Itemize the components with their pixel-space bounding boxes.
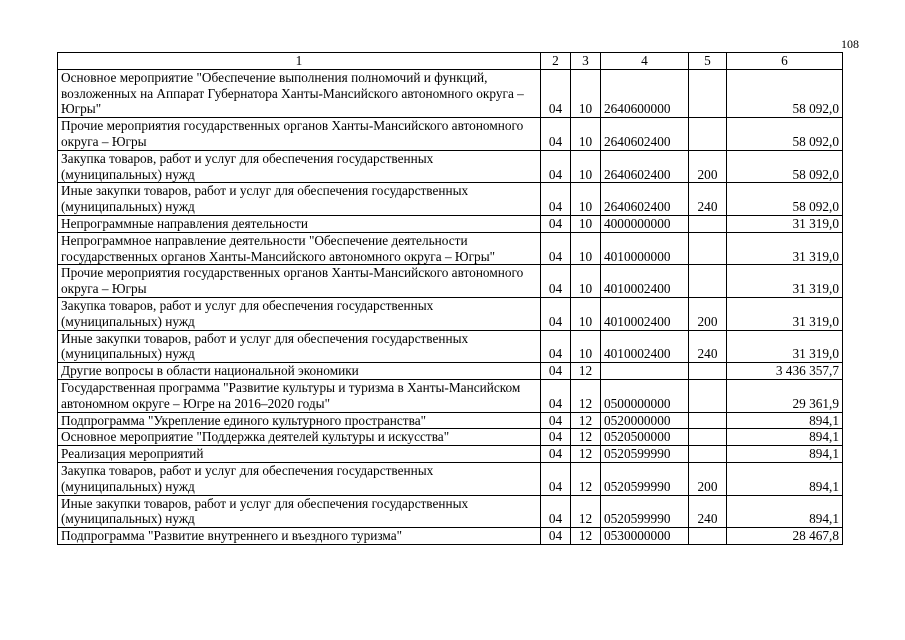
row-subsection-cell: 10 (571, 330, 601, 363)
row-subsection-cell: 12 (571, 495, 601, 528)
header-col-2: 2 (541, 53, 571, 70)
row-name-cell: Закупка товаров, работ и услуг для обеспечения государственных (муниципальных) нужд (58, 297, 541, 330)
row-subsection-cell: 10 (571, 69, 601, 117)
row-name-cell: Основное мероприятие "Обеспечение выполнения полномочий и функций, возложенных на Аппарат Губернатора Ханты-Мансийского автономного округа – Югры" (58, 69, 541, 117)
row-subsection-cell: 12 (571, 462, 601, 495)
row-target-article-cell: 4010002400 (601, 330, 689, 363)
row-section-cell: 04 (541, 330, 571, 363)
row-subsection-cell: 10 (571, 232, 601, 265)
row-name-cell: Закупка товаров, работ и услуг для обеспечения государственных (муниципальных) нужд (58, 150, 541, 183)
row-amount-cell: 29 361,9 (727, 379, 843, 412)
row-expense-type-cell (689, 265, 727, 298)
row-section-cell: 04 (541, 363, 571, 380)
row-subsection-cell: 10 (571, 150, 601, 183)
table-row (58, 446, 843, 463)
row-subsection-cell: 12 (571, 412, 601, 429)
row-expense-type-cell: 240 (689, 330, 727, 363)
row-amount-cell: 58 092,0 (727, 183, 843, 216)
header-col-4: 4 (601, 53, 689, 70)
row-name-cell: Иные закупки товаров, работ и услуг для обеспечения государственных (муниципальных) нужд (58, 495, 541, 528)
row-section-cell: 04 (541, 379, 571, 412)
header-col-6: 6 (727, 53, 843, 70)
table-row (58, 183, 843, 216)
row-expense-type-cell (689, 232, 727, 265)
row-amount-cell: 31 319,0 (727, 215, 843, 232)
row-section-cell: 04 (541, 495, 571, 528)
table-row (58, 297, 843, 330)
row-subsection-cell: 10 (571, 265, 601, 298)
row-name-cell: Реализация мероприятий (58, 446, 541, 463)
row-name-cell: Основное мероприятие "Поддержка деятелей культуры и искусства" (58, 429, 541, 446)
row-amount-cell: 894,1 (727, 412, 843, 429)
row-expense-type-cell (689, 528, 727, 545)
header-col-1: 1 (58, 53, 541, 70)
table-row (58, 528, 843, 545)
row-name-cell: Непрограммные направления деятельности (58, 215, 541, 232)
table-row (58, 69, 843, 117)
row-target-article-cell (601, 363, 689, 380)
row-name-cell: Закупка товаров, работ и услуг для обеспечения государственных (муниципальных) нужд (58, 462, 541, 495)
row-expense-type-cell: 200 (689, 150, 727, 183)
row-section-cell: 04 (541, 215, 571, 232)
row-expense-type-cell (689, 429, 727, 446)
table-row (58, 429, 843, 446)
table-body (58, 69, 843, 544)
row-expense-type-cell (689, 118, 727, 151)
row-section-cell: 04 (541, 69, 571, 117)
table-row (58, 215, 843, 232)
row-section-cell: 04 (541, 118, 571, 151)
row-name-cell: Государственная программа "Развитие культуры и туризма в Ханты-Мансийском автономном округе – Югре на 2016–2020 годы" (58, 379, 541, 412)
row-expense-type-cell: 200 (689, 297, 727, 330)
row-subsection-cell: 10 (571, 183, 601, 216)
row-amount-cell: 31 319,0 (727, 330, 843, 363)
table-row (58, 379, 843, 412)
row-expense-type-cell: 240 (689, 183, 727, 216)
row-section-cell: 04 (541, 528, 571, 545)
row-amount-cell: 58 092,0 (727, 150, 843, 183)
row-amount-cell: 31 319,0 (727, 265, 843, 298)
table-row (58, 265, 843, 298)
row-amount-cell: 894,1 (727, 446, 843, 463)
table-row (58, 150, 843, 183)
row-amount-cell: 58 092,0 (727, 69, 843, 117)
row-target-article-cell: 2640602400 (601, 183, 689, 216)
row-target-article-cell: 0520599990 (601, 462, 689, 495)
row-name-cell: Иные закупки товаров, работ и услуг для обеспечения государственных (муниципальных) нужд (58, 183, 541, 216)
row-amount-cell: 3 436 357,7 (727, 363, 843, 380)
row-section-cell: 04 (541, 429, 571, 446)
budget-table (57, 52, 843, 545)
row-expense-type-cell: 240 (689, 495, 727, 528)
row-target-article-cell: 0520000000 (601, 412, 689, 429)
table-row (58, 495, 843, 528)
row-amount-cell: 31 319,0 (727, 297, 843, 330)
row-target-article-cell: 0520599990 (601, 495, 689, 528)
header-row (58, 53, 843, 70)
row-target-article-cell: 0520500000 (601, 429, 689, 446)
row-expense-type-cell: 200 (689, 462, 727, 495)
row-subsection-cell: 12 (571, 429, 601, 446)
table-row (58, 462, 843, 495)
row-expense-type-cell (689, 363, 727, 380)
row-target-article-cell: 0530000000 (601, 528, 689, 545)
row-amount-cell: 894,1 (727, 429, 843, 446)
row-name-cell: Прочие мероприятия государственных органов Ханты-Мансийского автономного округа – Югры (58, 118, 541, 151)
row-section-cell: 04 (541, 183, 571, 216)
row-subsection-cell: 12 (571, 363, 601, 380)
row-expense-type-cell (689, 379, 727, 412)
row-amount-cell: 58 092,0 (727, 118, 843, 151)
table-row (58, 412, 843, 429)
row-target-article-cell: 4010000000 (601, 232, 689, 265)
table-row (58, 118, 843, 151)
table-row (58, 232, 843, 265)
row-name-cell: Прочие мероприятия государственных органов Ханты-Мансийского автономного округа – Югры (58, 265, 541, 298)
header-col-5: 5 (689, 53, 727, 70)
row-expense-type-cell (689, 412, 727, 429)
row-name-cell: Подпрограмма "Укрепление единого культурного пространства" (58, 412, 541, 429)
table-row (58, 330, 843, 363)
row-subsection-cell: 12 (571, 446, 601, 463)
row-section-cell: 04 (541, 412, 571, 429)
row-amount-cell: 31 319,0 (727, 232, 843, 265)
row-section-cell: 04 (541, 265, 571, 298)
row-expense-type-cell (689, 69, 727, 117)
row-section-cell: 04 (541, 446, 571, 463)
row-name-cell: Другие вопросы в области национальной экономики (58, 363, 541, 380)
row-section-cell: 04 (541, 462, 571, 495)
row-subsection-cell: 10 (571, 215, 601, 232)
header-col-3: 3 (571, 53, 601, 70)
row-section-cell: 04 (541, 150, 571, 183)
row-amount-cell: 28 467,8 (727, 528, 843, 545)
row-amount-cell: 894,1 (727, 462, 843, 495)
row-amount-cell: 894,1 (727, 495, 843, 528)
row-target-article-cell: 2640602400 (601, 150, 689, 183)
row-name-cell: Непрограммное направление деятельности "Обеспечение деятельности государственных органов Ханты-Мансийского автономного округа – Югры" (58, 232, 541, 265)
row-expense-type-cell (689, 446, 727, 463)
row-expense-type-cell (689, 215, 727, 232)
row-section-cell: 04 (541, 232, 571, 265)
row-name-cell: Подпрограмма "Развитие внутреннего и въездного туризма" (58, 528, 541, 545)
table-row (58, 363, 843, 380)
row-subsection-cell: 12 (571, 528, 601, 545)
row-target-article-cell: 0520599990 (601, 446, 689, 463)
row-section-cell: 04 (541, 297, 571, 330)
row-name-cell: Иные закупки товаров, работ и услуг для обеспечения государственных (муниципальных) нужд (58, 330, 541, 363)
row-subsection-cell: 10 (571, 118, 601, 151)
page-number: 108 (841, 37, 859, 51)
row-target-article-cell: 2640602400 (601, 118, 689, 151)
row-subsection-cell: 10 (571, 297, 601, 330)
row-target-article-cell: 2640600000 (601, 69, 689, 117)
row-target-article-cell: 4010002400 (601, 265, 689, 298)
row-subsection-cell: 12 (571, 379, 601, 412)
row-target-article-cell: 4000000000 (601, 215, 689, 232)
row-target-article-cell: 4010002400 (601, 297, 689, 330)
row-target-article-cell: 0500000000 (601, 379, 689, 412)
